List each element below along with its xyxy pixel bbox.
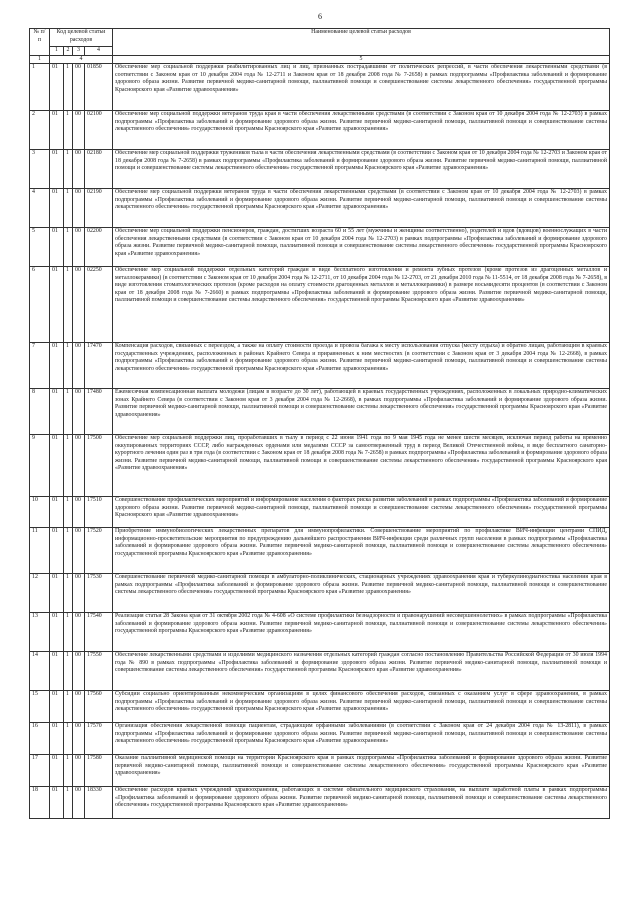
code-program: 01 [50, 389, 64, 435]
article-name: Ежемесячная компенсационная выплата молодежи (лицам в возрасте до 30 лет), работающей в краевых государственных учреждениях, расположенных в локальных природно-климатических зонах Крайнего Севера (в соответствии с Законом края от 3 декабря 2004 года № 12-2668), в рамках подпрограммы «Профилактика заболеваний и формирование здорового образа жизни. Развитие первичной медико-санитарной помощи, паллиативной помощи и совершенствование системы лекарственного обеспечения» государственной программы Красноярского края «Развитие здравоохранения» [113, 389, 610, 435]
article-name: Обеспечение мер социальной поддержки ветеранов труда края в части обеспечения лекарственными средствами (в соответствии с Законом края от 10 декабря 2004 года № 12-2703) в рамках подпрограммы «Профилактика заболеваний и формирование здорового образа жизни. Развитие первичной медико-санитарной помощи, паллиативной помощи и совершенствование системы лекарственного обеспечения» государственной программы Красноярского края «Развитие здравоохранения» [113, 111, 610, 150]
header-code-part-4: 4 [85, 47, 113, 56]
code-group: 00 [73, 613, 85, 652]
code-direction: 17530 [85, 574, 113, 613]
row-number: 8 [30, 389, 50, 435]
code-subprogram: 1 [64, 497, 73, 528]
code-program: 01 [50, 343, 64, 389]
code-program: 01 [50, 64, 64, 111]
row-number: 7 [30, 343, 50, 389]
table-row [30, 652, 610, 691]
code-direction: 01850 [85, 64, 113, 111]
row-number: 13 [30, 613, 50, 652]
row-number: 6 [30, 267, 50, 343]
row-number: 3 [30, 150, 50, 189]
code-group: 00 [73, 755, 85, 787]
table-row [30, 691, 610, 723]
article-name: Обеспечение мер социальной поддержки реабилитированных лиц и лиц, признанных пострадавшими от политических репрессий, в части обеспечения лекарственными средствами (в соответствии с Законом края от 10 декабря 2004 года № 12-2711 и Законом края от 18 декабря 2008 года № 7-2658) в рамках подпрограммы «Профилактика заболеваний и формирование здорового образа жизни. Развитие первичной медико-санитарной помощи, паллиативной помощи и совершенствование системы лекарственного обеспечения» государственной программы Красноярского края «Развитие здравоохранения» [113, 64, 610, 111]
article-name: Совершенствование первичной медико-санитарной помощи в амбулаторно-поликлинических, стационарных учреждениях здравоохранения края и туберкулинодиагностика населения края в рамках подпрограммы «Профилактика заболеваний и формирование здорового образа жизни. Развитие первичной медико-санитарной помощи, паллиативной помощи и совершенствование системы лекарственного обеспечения» государственной программы Красноярского края «Развитие здравоохранения» [113, 574, 610, 613]
table-row [30, 755, 610, 787]
code-subprogram: 1 [64, 435, 73, 497]
code-group: 00 [73, 435, 85, 497]
article-name: Реализация статьи 28 Закона края от 31 октября 2002 года № 4-608 «О системе профилактики безнадзорности и правонарушений несовершеннолетних» в рамках подпрограммы «Профилактика заболеваний и формирование здорового образа жизни. Развитие первичной медико-санитарной помощи, паллиативной помощи и совершенствование системы лекарственного обеспечения» государственной программы Красноярского края «Развитие здравоохранения» [113, 613, 610, 652]
code-subprogram: 1 [64, 723, 73, 755]
table-row [30, 111, 610, 150]
code-group: 00 [73, 497, 85, 528]
header-row-number: № п/п [30, 29, 50, 56]
header-code: Код целевой статьи расходов [50, 29, 113, 47]
column-number-5: 5 [113, 55, 610, 64]
code-group: 00 [73, 652, 85, 691]
code-program: 01 [50, 528, 64, 574]
code-group: 00 [73, 574, 85, 613]
table-row [30, 343, 610, 389]
header-name: Наименование целевой статьи расходов [113, 29, 610, 56]
code-subprogram: 1 [64, 574, 73, 613]
table-row [30, 389, 610, 435]
table-row [30, 64, 610, 111]
row-number: 9 [30, 435, 50, 497]
code-subprogram: 1 [64, 343, 73, 389]
article-name: Обеспечение лекарственными средствами и изделиями медицинского назначения отдельных категорий граждан согласно постановлению Правительства Российской Федерации от 30 июля 1994 года № 890 в рамках подпрограммы «Профилактика заболеваний и формирование здорового образа жизни. Развитие первичной медико-санитарной помощи, паллиативной помощи и совершенствование системы лекарственного обеспечения» государственной программы Красноярского края «Развитие здравоохранения» [113, 652, 610, 691]
row-number: 14 [30, 652, 50, 691]
code-program: 01 [50, 228, 64, 267]
table-row [30, 150, 610, 189]
row-number: 17 [30, 755, 50, 787]
code-group: 00 [73, 723, 85, 755]
article-name: Организация обеспечения лекарственной помощи пациентам, страдающим орфанными заболеваниями (в соответствии с Законом края от 24 декабря 2004 года № 13-2811), в рамках подпрограммы «Профилактика заболеваний и формирование здорового образа жизни. Развитие первичной медико-санитарной помощи, паллиативной помощи и совершенствование системы лекарственного обеспечения» государственной программы Красноярского края «Развитие здравоохранения» [113, 723, 610, 755]
code-subprogram: 1 [64, 389, 73, 435]
code-group: 00 [73, 150, 85, 189]
row-number: 18 [30, 787, 50, 819]
row-number: 2 [30, 111, 50, 150]
code-group: 00 [73, 787, 85, 819]
code-direction: 17550 [85, 652, 113, 691]
row-number: 16 [30, 723, 50, 755]
code-direction: 17480 [85, 389, 113, 435]
code-program: 01 [50, 435, 64, 497]
code-direction: 02200 [85, 228, 113, 267]
row-number: 15 [30, 691, 50, 723]
code-direction: 17520 [85, 528, 113, 574]
article-name: Приобретение иммунобиологических лекарственных препаратов для иммунопрофилактики. Совершенствование мероприятий по профилактике ВИЧ-инфекции центрами СПИД, информационно-просветительские мероприятия по предупреждению дальнейшего распространения ВИЧ-инфекции среди различных групп населения в рамках подпрограммы «Профилактика заболеваний и формирование здорового образа жизни. Развитие первичной медико-санитарной помощи, паллиативной помощи и совершенствование системы лекарственного обеспечения» государственной программы Красноярского края «Развитие здравоохранения» [113, 528, 610, 574]
code-program: 01 [50, 189, 64, 228]
code-direction: 17510 [85, 497, 113, 528]
table-row [30, 497, 610, 528]
code-subprogram: 1 [64, 787, 73, 819]
column-number-2-4: 4 [50, 55, 113, 64]
code-subprogram: 1 [64, 228, 73, 267]
code-group: 00 [73, 111, 85, 150]
article-name: Совершенствование профилактических мероприятий и информирование населения о факторах риска развития заболеваний в рамках подпрограммы «Профилактика заболеваний и формирование здорового образа жизни. Развитие первичной медико-санитарной помощи, паллиативной помощи и совершенствование системы лекарственного обеспечения» государственной программы Красноярского края «Развитие здравоохранения» [113, 497, 610, 528]
code-program: 01 [50, 613, 64, 652]
code-direction: 18330 [85, 787, 113, 819]
table-row [30, 267, 610, 343]
code-subprogram: 1 [64, 189, 73, 228]
code-program: 01 [50, 267, 64, 343]
target-articles-table [29, 28, 610, 819]
code-program: 01 [50, 150, 64, 189]
code-direction: 02180 [85, 150, 113, 189]
code-subprogram: 1 [64, 691, 73, 723]
code-subprogram: 1 [64, 111, 73, 150]
article-name: Обеспечение мер социальной поддержки пенсионеров, граждан, достигших возраста 60 и 55 лет (мужчины и женщины соответственно), родителей и вдов (вдовцов) военнослужащих в части обеспечения лекарственными средствами (в соответствии с Законом края от 10 декабря 2004 года № 12-2703) в рамках подпрограммы «Профилактика заболеваний и формирование здорового образа жизни. Развитие первичной медико-санитарной помощи, паллиативной помощи и совершенствование системы лекарственного обеспечения» государственной программы Красноярского края «Развитие здравоохранения» [113, 228, 610, 267]
code-program: 01 [50, 574, 64, 613]
code-group: 00 [73, 389, 85, 435]
header-code-part-3: 3 [73, 47, 85, 56]
article-name: Оказание паллиативной медицинской помощи на территории Красноярского края в рамках подпрограммы «Профилактика заболеваний и формирование здорового образа жизни. Развитие первичной медико-санитарной помощи, паллиативной помощи и совершенствование системы лекарственного обеспечения» государственной программы Красноярского края «Развитие здравоохранения» [113, 755, 610, 787]
code-subprogram: 1 [64, 652, 73, 691]
table-row [30, 787, 610, 819]
article-name: Обеспечение мер социальной поддержки тружеников тыла в части обеспечения лекарственными средствами (в соответствии с Законом края от 10 декабря 2004 года № 12-2703 и Законом края от 18 декабря 2008 года № 7-2658) в рамках подпрограммы «Профилактика заболеваний и формирование здорового образа жизни. Развитие первичной медико-санитарной помощи, паллиативной помощи и совершенствование системы лекарственного обеспечения» государственной программы Красноярского края «Развитие здравоохранения» [113, 150, 610, 189]
row-number: 4 [30, 189, 50, 228]
code-direction: 17500 [85, 435, 113, 497]
article-name: Субсидии социально ориентированным некоммерческим организациям в целях финансового обеспечения расходов, связанных с оказанием услуг в сфере здравоохранения, в рамках подпрограммы «Профилактика заболеваний и формирование здорового образа жизни. Развитие первичной медико-санитарной помощи, паллиативной помощи и совершенствование системы лекарственного обеспечения» государственной программы Красноярского края «Развитие здравоохранения» [113, 691, 610, 723]
code-subprogram: 1 [64, 150, 73, 189]
code-program: 01 [50, 723, 64, 755]
row-number: 12 [30, 574, 50, 613]
code-group: 00 [73, 343, 85, 389]
table-row [30, 435, 610, 497]
table-row [30, 613, 610, 652]
row-number: 11 [30, 528, 50, 574]
table-row [30, 228, 610, 267]
code-program: 01 [50, 755, 64, 787]
row-number: 1 [30, 64, 50, 111]
code-group: 00 [73, 528, 85, 574]
page-number: 6 [318, 12, 322, 21]
code-program: 01 [50, 652, 64, 691]
article-name: Обеспечение мер социальной поддержки лиц, проработавших в тылу в период с 22 июня 1941 года по 9 мая 1945 года не менее шести месяцев, исключая период работы на временно оккупированных территориях СССР, либо награжденных орденами или медалями СССР за самоотверженный труд в период Великой Отечественной войны, в виде бесплатного санаторно-курортного лечения один раз в три года (в соответствии с Законом края от 18 декабря 2008 года № 7-2658) в рамках подпрограммы «Профилактика заболеваний и формирование здорового образа жизни. Развитие первичной медико-санитарной помощи, паллиативной помощи и совершенствование системы лекарственного обеспечения» государственной программы Красноярского края «Развитие здравоохранения» [113, 435, 610, 497]
code-group: 00 [73, 64, 85, 111]
article-name: Обеспечение расходов краевых учреждений здравоохранения, работающих в системе обязательного медицинского страхования, на выплате заработной платы в рамках подпрограммы «Профилактика заболеваний и формирование здорового образа жизни. Развитие первичной медико-санитарной помощи, паллиативной помощи и совершенствование системы лекарственного обеспечения» государственной программы Красноярского края «Развитие здравоохранения» [113, 787, 610, 819]
code-direction: 17470 [85, 343, 113, 389]
table-row [30, 574, 610, 613]
code-direction: 02250 [85, 267, 113, 343]
header-code-part-2: 2 [64, 47, 73, 56]
code-group: 00 [73, 189, 85, 228]
row-number: 5 [30, 228, 50, 267]
code-group: 00 [73, 691, 85, 723]
code-subprogram: 1 [64, 267, 73, 343]
code-subprogram: 1 [64, 64, 73, 111]
code-direction: 17580 [85, 755, 113, 787]
row-number: 10 [30, 497, 50, 528]
code-program: 01 [50, 497, 64, 528]
code-direction: 17570 [85, 723, 113, 755]
article-name: Обеспечение мер социальной поддержки отдельных категорий граждан в виде бесплатного изготовления и ремонта зубных протезов (кроме протезов из драгоценных металлов и металлокерамики) (в соответствии с Законом края от 10 декабря 2004 года № 12-2711, от 10 декабря 2004 года № 12-2703, от 21 декабря 2010 года № 11-5514, от 18 декабря 2008 года № 7-2658), в виде изготовления стоматологических протезов (кроме расходов на оплату стоимости драгоценных металлов и металлокерамики) в размере восьмидесяти процентов (в соответствии с Законом края от 18 декабря 2008 года № 7-2660) в рамках подпрограммы «Профилактика заболеваний и формирование здорового образа жизни. Развитие первичной медико-санитарной помощи, паллиативной помощи и совершенствование системы лекарственного обеспечения» государственной программы Красноярского края «Развитие здравоохранения» [113, 267, 610, 343]
header-code-part-1: 1 [50, 47, 64, 56]
code-subprogram: 1 [64, 755, 73, 787]
code-group: 00 [73, 267, 85, 343]
column-number-1: 1 [30, 55, 50, 64]
table-row [30, 723, 610, 755]
code-direction: 02190 [85, 189, 113, 228]
table-row [30, 189, 610, 228]
code-subprogram: 1 [64, 613, 73, 652]
code-direction: 17560 [85, 691, 113, 723]
article-name: Обеспечение мер социальной поддержки ветеранов труда в части обеспечения лекарственными средствами (в соответствии с Законом края от 10 декабря 2004 года № 12-2703) в рамках подпрограммы «Профилактика заболеваний и формирование здорового образа жизни. Развитие первичной медико-санитарной помощи, паллиативной помощи и совершенствование системы лекарственного обеспечения» государственной программы Красноярского края «Развитие здравоохранения» [113, 189, 610, 228]
table-row [30, 528, 610, 574]
code-subprogram: 1 [64, 528, 73, 574]
code-direction: 17540 [85, 613, 113, 652]
code-program: 01 [50, 111, 64, 150]
code-program: 01 [50, 787, 64, 819]
code-group: 00 [73, 228, 85, 267]
code-direction: 02100 [85, 111, 113, 150]
article-name: Компенсация расходов, связанных с переездом, а также на оплату стоимости проезда и провоза багажа к месту использования отпуска (месту отдыха) и обратно лицам, работающим в краевых государственных учреждениях, расположенных в районах Крайнего Севера и приравненных к ним местностях (в соответствии с Законом края от 3 декабря 2004 года № 12-2668), в рамках подпрограммы «Профилактика заболеваний и формирование здорового образа жизни. Развитие первичной медико-санитарной помощи, паллиативной помощи и совершенствование системы лекарственного обеспечения» государственной программы Красноярского края «Развитие здравоохранения» [113, 343, 610, 389]
code-program: 01 [50, 691, 64, 723]
